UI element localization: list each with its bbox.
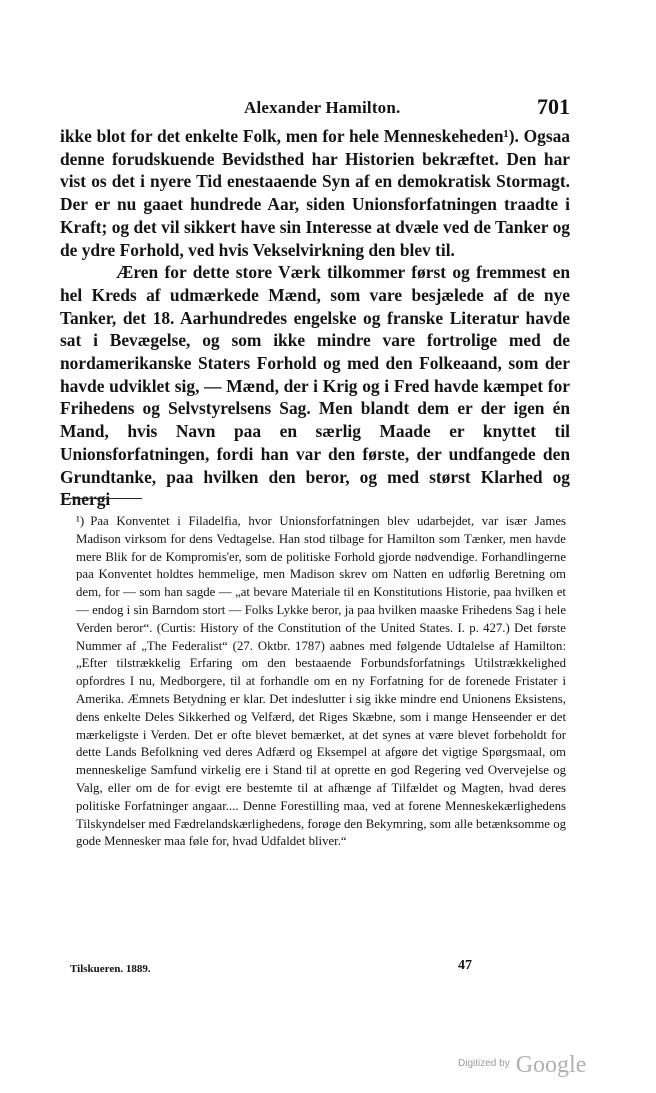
running-title: Alexander Hamilton. — [244, 98, 401, 117]
footnote — [76, 512, 566, 851]
footer-signature: Tilskueren. 1889. — [70, 963, 151, 975]
paragraph-2: Æren for dette store Værk tilkommer først og fremmest en hel Kreds af udmærkede Mænd, som vare besjælede af de nye Tanker, det 18. Aarhundredes engelske og franske Literatur havde sat i Bevægelse, og som ikke mindre vare fortrolige med de nordamerikanske Staters Forhold og med den Folkeaand, som der havde udviklet sig, — Mænd, der i Krig og i Fred havde kæmpet for Frihedens og Selvstyrelsens Sag. Men blandt dem er der igen én Mand, hvis Navn paa en særlig Maade er knyttet til Unionsforfatningen, fordi han var den første, der undfangede den Grundtanke, paa hvilken den beror, og med størst Klarhed og Energi — [60, 262, 570, 510]
footnote-text: Paa Konventet i Filadelfia, hvor Unionsforfatningen blev udarbejdet, var især James Madison virksom for dens Vedtagelse. Han stod tilbage for Hamilton som Tænker, men havde mere Blik for de Kompromis'er, som de politiske Forhold gjorde nødvendige. Forhandlingerne paa Konventet holdtes hemmelige, men Madison skrev om Natten en udførlig Beretning om dem, for — som han sagde — „at bevare Materiale til en Konstitutions Historie, paa hvilken et — endog i sin Barndom stort — Folks Lykke beror, ja paa hvilken maaske Frihedens Sag i hele Verden beror“. (Curtis: History of the Constitution of the United States. I. p. 427.) Det første Nummer af „The Federalist“ (27. Oktbr. 1787) aabnes med følgende Udtalelse af Hamilton: „Efter tilstrækkelig Erfaring om den bestaaende Forbundsforfatnings Utilstrækkelighed opfordres I nu, Medborgere, til at forhandle om en ny Forfatning for de forenede Fristater i Amerika. Æmnets Betydning er klar. Det indeslutter i sig ikke mindre end Unionens Eksistens, dens enkelte Deles Sikkerhed og Velfærd, det Riges Skæbne, som i mange Henseender er det mærkeligste i Verden. Det er ofte blevet bemærket, at det synes at være blevet forbeholdt for dette Lands Befolkning ved deres Adfærd og Eksempel at afgøre det vigtige Spørgsmaal, om menneskelige Samfund virkelig ere i Stand til at oprette en god Regering ved Overvejelse og Valg, eller om de for evigt ere bestemte til at afhænge af Tilfældet og Magten, hvad deres politiske Forfatninger angaar.... Denne Forestilling maa, ved at forene Menneskekærlighedens Tilskyndelser med Fædrelandskærlighedens, forøge den Bekymring, som alle betænksomme og gode Mennesker maa føle for, hvad Udfaldet bliver.“ — [76, 514, 566, 849]
footnote-marker: ¹) — [76, 513, 85, 528]
main-text — [60, 125, 570, 511]
footnote-divider — [62, 498, 142, 499]
digitized-watermark — [458, 1052, 586, 1079]
page-header — [60, 94, 570, 120]
digitized-prefix: Digitized by — [458, 1058, 510, 1069]
paragraph-1: ikke blot for det enkelte Folk, men for hele Menneskeheden¹). Ogsaa denne forudskuende Bevidsthed har Historien bekræftet. Den har vist os det i nyere Tid enestaaende Syn af en demokratisk Stormagt. Der er nu gaaet hundrede Aar, siden Unionsforfatningen traadte i Kraft; og det vil sikkert have sin Interesse at dvæle ved de Tanker og de ydre Forhold, ved hvis Vekselvirkning den blev til. — [60, 126, 570, 260]
google-logo: Google — [515, 1052, 587, 1078]
page-number: 701 — [537, 94, 570, 119]
footer-sheet-number: 47 — [458, 958, 472, 973]
